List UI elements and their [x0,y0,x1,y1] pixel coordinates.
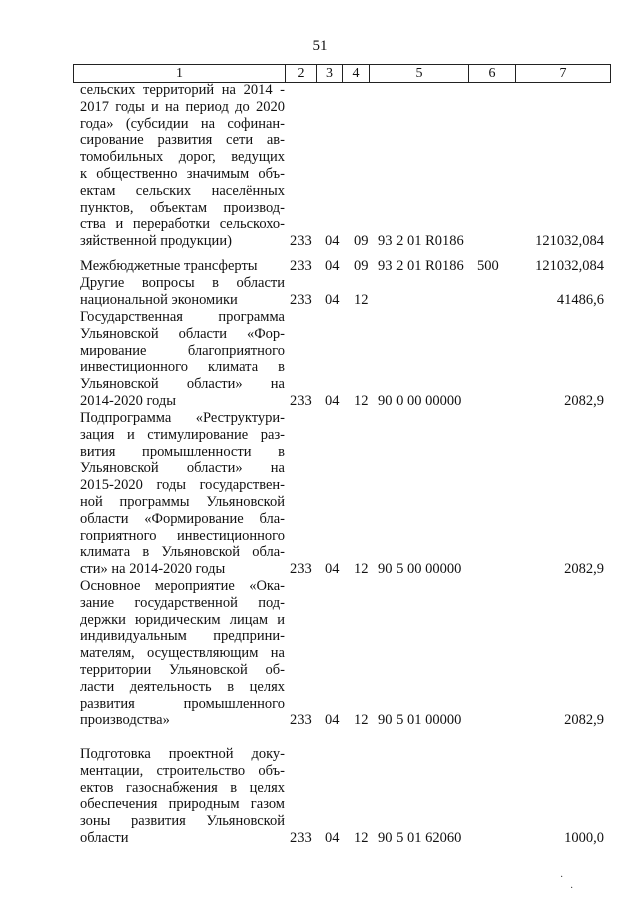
description-line: держки юридическим лицам и [80,611,285,628]
cell-c2: 233 [290,561,312,578]
row-description [80,410,285,578]
description-line: 2015-2020 годы государствен- [80,477,285,494]
description-line: области [80,829,129,846]
description-line: гоприятного инвестиционного [80,527,285,544]
description-line: ства и переработки сельскохо- [80,216,285,233]
cell-c5: 90 5 01 62060 [378,830,462,846]
cell-c4: 12 [354,393,369,409]
cell-c3: 04 [325,561,340,578]
cell-c4: 12 [354,291,369,308]
column-header-5: 5 [370,65,469,82]
description-line: обеспечения природным газом [80,796,285,813]
cell-c4: 12 [354,712,369,729]
row-description [80,578,285,729]
table-header [73,64,611,83]
column-header-3: 3 [317,65,343,82]
description-line: области «Формирование бла- [80,510,285,527]
cell-c5: 93 2 01 R0186 [378,233,464,250]
description-line: сельских территорий на 2014 - [80,82,285,98]
description-line: Государственная программа [80,309,285,325]
cell-c6: 500 [477,258,499,274]
description-line: инвестиционного климата в [80,359,285,376]
cell-c5: 90 5 01 00000 [378,712,462,729]
cell-c2: 233 [290,258,312,274]
description-line: зоны развития Ульяновской [80,813,285,830]
description-line: мателям, осуществляющим на [80,645,285,662]
scan-marks: · · [560,872,574,894]
column-header-7: 7 [559,66,567,81]
cell-c2: 233 [290,233,312,250]
description-line: Подготовка проектной доку- [80,746,285,762]
cell-c2: 233 [290,712,312,729]
description-line: ектам сельских населённых [80,182,285,199]
description-line: мирование благоприятного [80,342,285,359]
description-line: к общественно значимым объ- [80,165,285,182]
cell-c7: 1000,0 [564,830,604,846]
column-header-6: 6 [469,65,516,82]
cell-c4: 09 [354,233,369,250]
description-line: Межбюджетные трансферты [80,258,258,274]
description-line: Ульяновской области «Фор- [80,325,285,342]
description-line: года» (субсидии на софинан- [80,115,285,132]
description-line: Подпрограмма «Реструктури- [80,410,285,426]
column-header-2: 2 [286,65,317,82]
row-description [80,309,285,410]
cell-c5: 90 0 00 00000 [378,393,462,409]
cell-c7: 121032,084 [535,233,604,250]
description-line: зация и стимулирование раз- [80,426,285,443]
description-line: ментации, строительство объ- [80,762,285,779]
description-line: Ульяновской области» на [80,460,285,477]
column-header-1: 1 [74,65,286,82]
description-line: Основное мероприятие «Ока- [80,578,285,594]
description-line: вития промышленности в [80,443,285,460]
column-header-4: 4 [343,65,370,82]
cell-c5: 90 5 00 00000 [378,561,462,578]
page-number: 51 [312,38,328,54]
row-description [80,746,285,847]
cell-c4: 09 [354,258,369,274]
cell-c4: 12 [354,830,369,846]
cell-c7: 2082,9 [564,712,604,729]
description-line: индивидуальным предприни- [80,628,285,645]
description-line: зяйственной продукции) [80,233,232,250]
description-line: национальной экономики [80,291,238,308]
cell-c4: 12 [354,561,369,578]
row-description [80,258,285,275]
row-description [80,275,285,309]
cell-c3: 04 [325,712,340,729]
description-line: томобильных дорог, ведущих [80,149,285,166]
description-line: климата в Ульяновской обла- [80,544,285,561]
row-description [80,82,285,250]
description-line: зание государственной под- [80,594,285,611]
cell-c3: 04 [325,233,340,250]
description-line: производства» [80,712,170,729]
cell-c7: 2082,9 [564,393,604,409]
cell-c3: 04 [325,830,340,846]
cell-c2: 233 [290,291,312,308]
description-line: Другие вопросы в области [80,275,285,291]
cell-c7: 2082,9 [564,561,604,578]
description-line: развития промышленного [80,695,285,712]
cell-c2: 233 [290,393,312,409]
cell-c5: 93 2 01 R0186 [378,258,464,274]
cell-c7: 41486,6 [556,291,604,308]
cell-c3: 04 [325,291,340,308]
cell-c2: 233 [290,830,312,846]
cell-c3: 04 [325,258,340,274]
description-line: сирование развития сети ав- [80,132,285,149]
description-line: сти» на 2014-2020 годы [80,561,226,578]
description-line: пунктов, объектам производ- [80,199,285,216]
description-line: 2017 годы и на период до 2020 [80,98,285,115]
description-line: территории Ульяновской об- [80,661,285,678]
description-line: ной программы Ульяновской [80,493,285,510]
description-line: 2014-2020 годы [80,392,176,409]
cell-c7: 121032,084 [535,258,604,274]
description-line: ектов газоснабжения в целях [80,779,285,796]
description-line: Ульяновской области» на [80,376,285,393]
cell-c3: 04 [325,393,340,409]
description-line: ласти деятельность в целях [80,678,285,695]
